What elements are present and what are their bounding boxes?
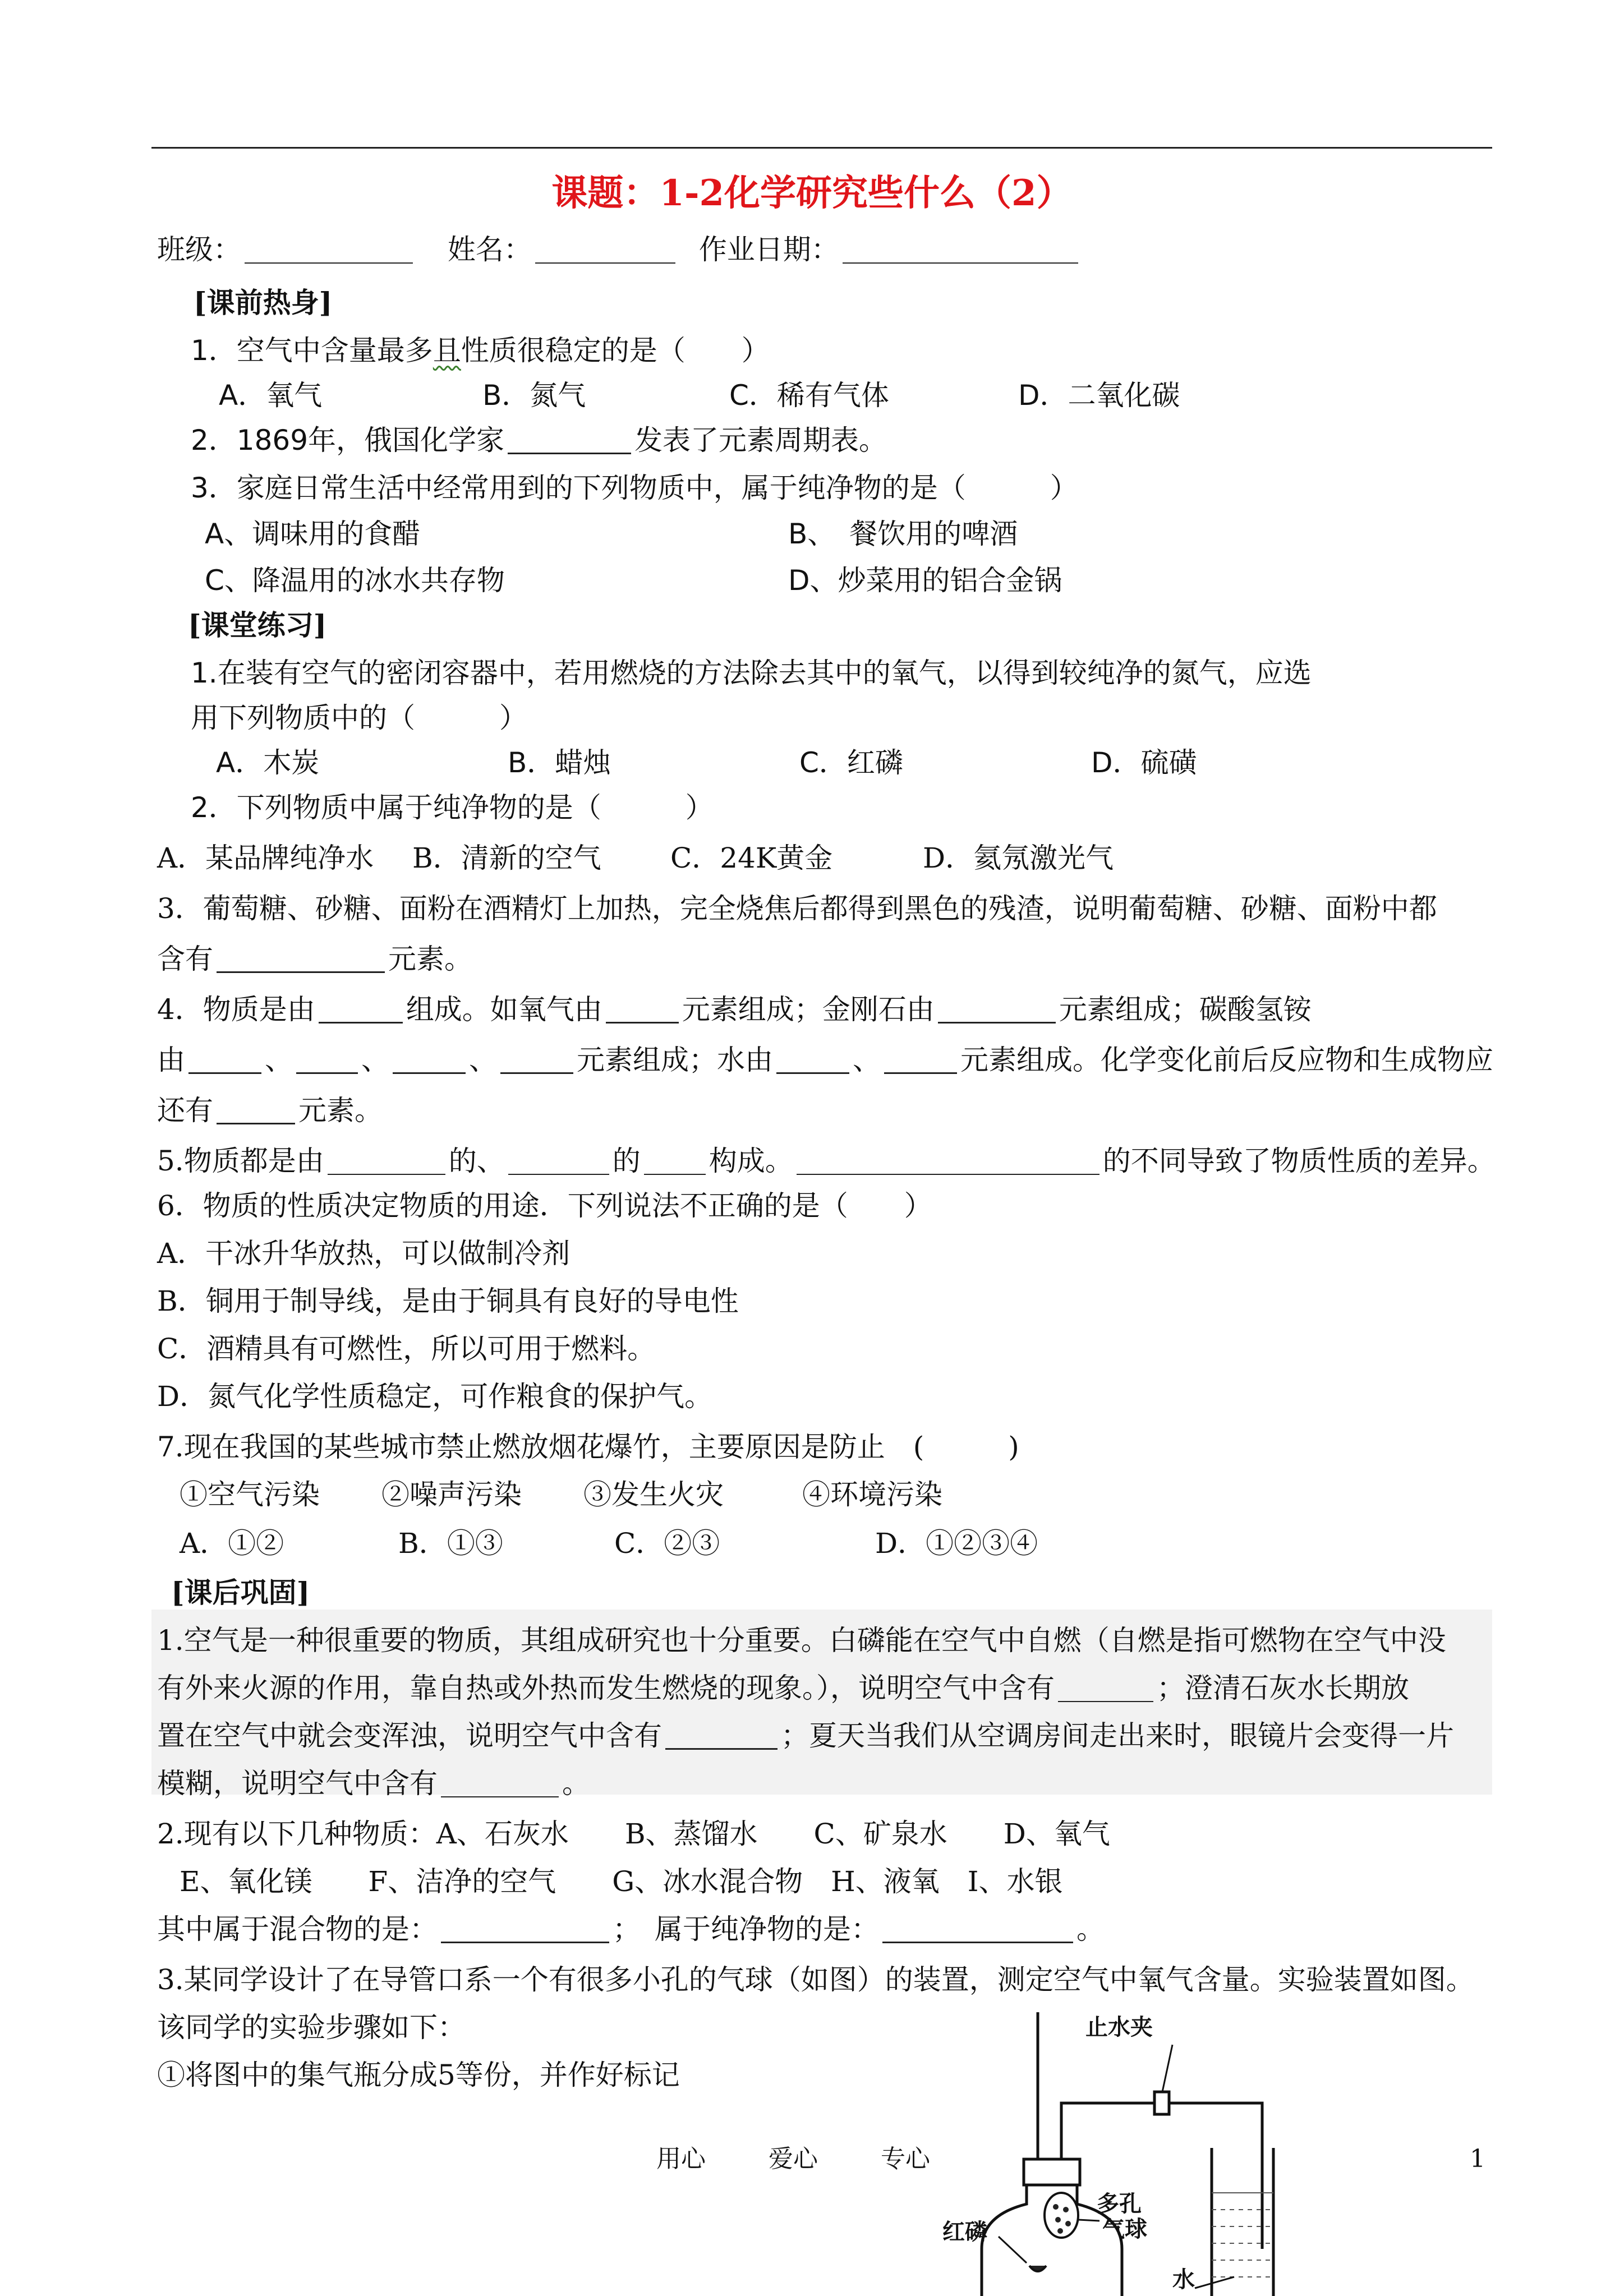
practice-q4-line1 <box>157 987 1312 1032</box>
option: B．清新的空气 <box>412 842 601 874</box>
warmup-q2-stem-b: 发表了元素周期表。 <box>634 424 887 457</box>
homework-q3-line3: ①将图中的集气瓶分成5等份，并作好标记 <box>157 2059 680 2091</box>
text-run: 的不同导致了物质性质的差异。 <box>1102 1145 1496 1177</box>
list-item: ①空气污染 <box>180 1478 320 1511</box>
homework-q2-line2: E、氧化镁 F、洁净的空气 G、冰水混合物 H、液氧 I、水银 <box>180 1865 1063 1898</box>
homework-q2-line1: 2.现有以下几种物质：A、石灰水 B、蒸馏水 C、矿泉水 D、氧气 <box>157 1818 1110 1850</box>
mixture-blank[interactable] <box>441 1914 609 1943</box>
text-run: 的、 <box>448 1145 505 1177</box>
warmup-q2-stem <box>191 418 887 463</box>
option: A．某品牌纯净水 <box>157 842 374 874</box>
practice-q7-stem: 7.现在我国的某些城市禁止燃放烟花爆竹，主要原因是防止 ( ) <box>157 1431 1019 1463</box>
homework-q3-line1: 3.某同学设计了在导管口系一个有很多小孔的气球（如图）的装置，测定空气中氧气含量。实验装置如图。 <box>157 1963 1474 1996</box>
blank[interactable] <box>217 1095 295 1124</box>
blank[interactable] <box>319 994 403 1023</box>
option: D．二氧化碳 <box>1018 379 1180 412</box>
balloon-label-2: 气球 <box>1102 2216 1147 2242</box>
separator: 、 <box>469 1044 497 1076</box>
option: D、炒菜用的铝合金锅 <box>788 564 1062 597</box>
blank[interactable] <box>776 1044 849 1074</box>
homework-heading: [课后巩固] <box>171 1576 310 1609</box>
practice-q3-blank[interactable] <box>217 943 385 973</box>
text-run: 元素组成；金刚石由 <box>682 993 935 1026</box>
blank[interactable] <box>665 1720 778 1750</box>
option: B．①③ <box>398 1527 503 1560</box>
separator: 、 <box>361 1044 389 1076</box>
text-run: 元素。 <box>298 1094 383 1127</box>
pure-blank[interactable] <box>882 1914 1073 1943</box>
warmup-q1-stem-a: 1．空气中含量最多 <box>191 334 433 367</box>
practice-q6-stem: 6．物质的性质决定物质的用途．下列说法不正确的是（ ） <box>157 1190 932 1222</box>
option: A、调味用的食醋 <box>205 518 421 550</box>
class-label: 班级： <box>157 233 241 266</box>
footer-motto-2: 爱心 <box>769 2145 818 2173</box>
text-run: ； 属于纯净物的是： <box>613 1913 879 1945</box>
blank[interactable] <box>884 1044 957 1074</box>
date-blank[interactable] <box>843 234 1078 264</box>
text-run: 。 <box>1076 1913 1105 1945</box>
date-label: 作业日期： <box>698 233 839 266</box>
text-run: 元素组成；碳酸氢铵 <box>1059 993 1312 1026</box>
warmup-q1-stem <box>191 328 770 373</box>
practice-q2-stem: 2．下列物质中属于纯净物的是（ ） <box>191 791 714 824</box>
text-run: 模糊，说明空气中含有 <box>157 1767 438 1800</box>
option: A．干冰升华放热，可以做制冷剂 <box>157 1237 571 1270</box>
option: D．硫磺 <box>1091 746 1197 779</box>
apparatus-figure <box>931 2008 1279 2296</box>
homework-q1-line3 <box>157 1713 1454 1758</box>
practice-q4-line3 <box>157 1088 383 1133</box>
spoon-shape <box>1029 2266 1046 2271</box>
text-run: 由 <box>157 1044 185 1076</box>
option: C、降温用的冰水共存物 <box>205 564 505 597</box>
warmup-q2-stem-a: 2．1869年，俄国化学家 <box>191 424 505 457</box>
blank[interactable] <box>188 1044 261 1074</box>
warmup-heading: [课前热身] <box>194 286 333 319</box>
blank[interactable] <box>296 1044 358 1074</box>
homework-q3-line2: 该同学的实验步骤如下： <box>157 2011 466 2044</box>
practice-q1-line1: 1.在装有空气的密闭容器中，若用燃烧的方法除去其中的氧气，以得到较纯净的氮气，应选 <box>191 657 1312 689</box>
option: C．稀有气体 <box>729 379 889 412</box>
warmup-q1-stem-wavy: 且 <box>433 334 461 367</box>
student-info-line <box>157 227 1082 272</box>
practice-q3-line2-a: 含有 <box>157 943 213 975</box>
footer-motto-3: 专心 <box>881 2145 930 2173</box>
text-run: 4．物质是由 <box>157 993 315 1026</box>
option: D．氮气化学性质稳定，可作粮食的保护气。 <box>157 1380 713 1413</box>
name-blank[interactable] <box>535 234 675 264</box>
list-item: ④环境污染 <box>802 1478 942 1511</box>
option: C．②③ <box>614 1527 720 1560</box>
clamp-label: 止水夹 <box>1085 2014 1153 2040</box>
footer-motto-1: 用心 <box>656 2145 706 2173</box>
practice-q4-line2 <box>157 1038 1493 1082</box>
blank[interactable] <box>441 1768 559 1797</box>
warmup-q3-stem: 3．家庭日常生活中经常用到的下列物质中，属于纯净物的是（ ） <box>191 472 1078 504</box>
page-title: 课题：1-2化学研究些什么（2） <box>551 172 1073 214</box>
blank[interactable] <box>606 994 679 1023</box>
text-run: 其中属于混合物的是： <box>157 1913 438 1945</box>
text-run: 的 <box>612 1145 641 1177</box>
option: B．铜用于制导线，是由于铜具有良好的导电性 <box>157 1285 739 1317</box>
option: B．蜡烛 <box>508 746 611 779</box>
balloon-label-1: 多孔 <box>1097 2191 1142 2217</box>
stopper <box>1024 2159 1080 2185</box>
phosphorus-label: 红磷 <box>942 2219 987 2245</box>
option: D．①②③④ <box>875 1527 1038 1560</box>
blank[interactable] <box>938 994 1056 1023</box>
text-run: 。 <box>562 1767 590 1800</box>
option: A．木炭 <box>216 746 320 779</box>
text-run: 置在空气中就会变浑浊，说明空气中含有 <box>157 1719 662 1752</box>
practice-q1-line2: 用下列物质中的（ ） <box>191 702 527 734</box>
option: B．氮气 <box>482 379 586 412</box>
practice-q3-line1: 3．葡萄糖、砂糖、面粉在酒精灯上加热，完全烧焦后都得到黑色的残渣，说明葡萄糖、砂糖、面粉中都 <box>157 892 1437 925</box>
text-run: 5.物质都是由 <box>157 1145 324 1177</box>
warmup-q1-stem-b: 性质很稳定的是（ ） <box>461 334 770 367</box>
clamp-shape <box>1154 2092 1169 2114</box>
option: C．酒精具有可燃性，所以可用于燃料。 <box>157 1333 656 1365</box>
text-run: 构成。 <box>709 1145 793 1177</box>
text-run: 有外来火源的作用，靠自热或外热而发生燃烧的现象。），说明空气中含有 <box>157 1672 1055 1704</box>
separator: 、 <box>265 1044 293 1076</box>
text-run: 还有 <box>157 1094 213 1127</box>
list-item: ③发生火灾 <box>583 1478 724 1511</box>
blank[interactable] <box>644 1146 706 1175</box>
separator: 、 <box>853 1044 881 1076</box>
class-blank[interactable] <box>245 234 413 264</box>
practice-q3-line2 <box>157 937 472 981</box>
blank[interactable] <box>500 1044 573 1074</box>
text-run: ；夏天当我们从空调房间走出来时，眼镜片会变得一片 <box>781 1719 1454 1752</box>
practice-q5-line <box>157 1138 1496 1183</box>
name-label: 姓名： <box>447 233 532 266</box>
practice-q3-line2-b: 元素。 <box>388 943 472 975</box>
practice-heading: [课堂练习] <box>188 608 327 642</box>
warmup-q2-blank[interactable] <box>508 425 631 454</box>
blank[interactable] <box>1058 1673 1153 1702</box>
option: C．24K黄金 <box>670 842 833 874</box>
option: B、 餐饮用的啤酒 <box>788 518 1018 550</box>
page-number: 1 <box>1470 2145 1485 2173</box>
blank[interactable] <box>328 1146 445 1175</box>
homework-q2-line3 <box>157 1907 1105 1952</box>
homework-q1-line4 <box>157 1761 590 1806</box>
text-run: 组成。如氧气由 <box>406 993 602 1026</box>
text-run: 元素组成；水由 <box>577 1044 773 1076</box>
option: D．氦氖激光气 <box>923 842 1114 874</box>
option: A．氧气 <box>219 379 323 412</box>
homework-q1-line2 <box>157 1666 1409 1711</box>
option: C．红磷 <box>799 746 903 779</box>
homework-q1-line1: 1.空气是一种很重要的物质，其组成研究也十分重要。白磷能在空气中自燃（自燃是指可燃物在空气中没 <box>157 1624 1446 1657</box>
blank[interactable] <box>508 1146 609 1175</box>
blank[interactable] <box>393 1044 466 1074</box>
list-item: ②噪声污染 <box>381 1478 522 1511</box>
text-run: 元素组成。化学变化前后反应物和生成物应 <box>960 1044 1493 1076</box>
header-rule <box>151 147 1492 149</box>
beaker-outline <box>1212 2148 1273 2296</box>
blank[interactable] <box>797 1146 1099 1175</box>
option: A．①② <box>180 1527 284 1560</box>
text-run: ；澄清石灰水长期放 <box>1157 1672 1409 1704</box>
water-label: 水 <box>1172 2267 1195 2293</box>
